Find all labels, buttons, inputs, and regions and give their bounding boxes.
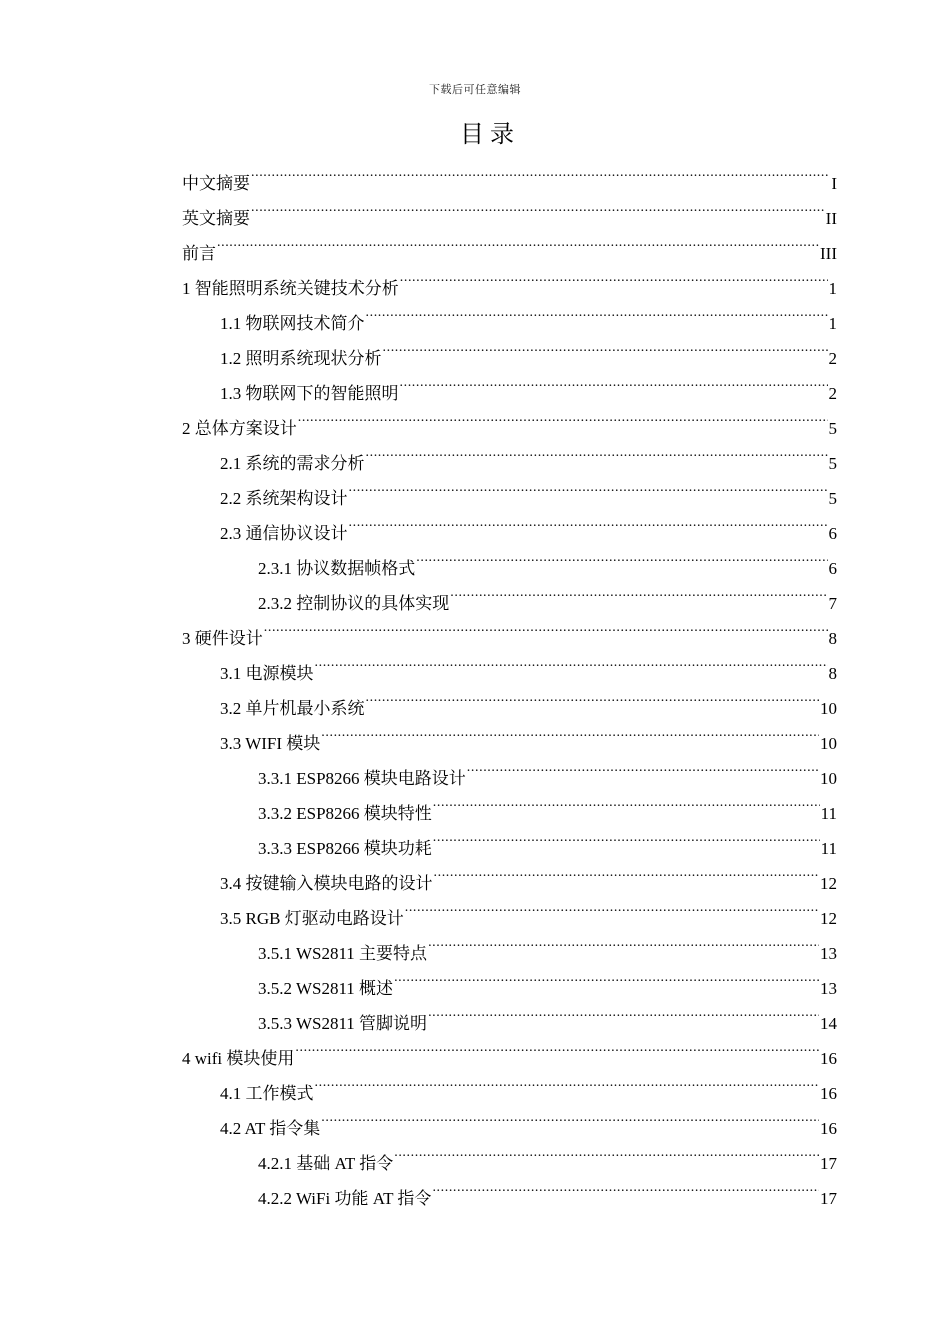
toc-entry-label: 1 智能照明系统关键技术分析: [182, 279, 399, 298]
dot-leader: [433, 784, 820, 819]
toc-entry-label: 3.1 电源模块: [220, 664, 314, 683]
toc-entry-label: 3.5.2 WS2811 概述: [258, 979, 394, 998]
dot-leader: [366, 434, 828, 469]
toc-entry-page-number: III: [820, 244, 837, 263]
header-note: 下载后可任意编辑: [429, 84, 521, 96]
dot-leader: [366, 679, 820, 714]
toc-entry-page-number: I: [831, 174, 837, 193]
toc-entry-page-number: 13: [820, 979, 837, 998]
toc-entry-page-number: 1: [828, 279, 837, 298]
toc-entry-label: 1.2 照明系统现状分析: [220, 349, 382, 368]
toc-entry-label: 前言: [182, 244, 216, 263]
dot-leader: [321, 714, 819, 749]
dot-leader: [366, 294, 828, 329]
toc-entry-page-number: 5: [828, 489, 837, 508]
toc-entry-label: 2.3.2 控制协议的具体实现: [258, 594, 450, 613]
toc-entry-page-number: 14: [820, 1014, 837, 1033]
toc-entry-label: 3.3.2 ESP8266 模块特性: [258, 804, 432, 823]
toc-entry-page-number: 6: [828, 524, 837, 543]
toc-entry-page-number: 5: [828, 419, 837, 438]
toc-entry-page-number: 8: [828, 629, 837, 648]
toc-entry-label: 3.2 单片机最小系统: [220, 699, 365, 718]
dot-leader: [315, 644, 828, 679]
dot-leader: [428, 924, 819, 959]
dot-leader: [400, 364, 828, 399]
dot-leader: [432, 1169, 819, 1204]
toc-entry-page-number: 2: [828, 349, 837, 368]
dot-leader: [433, 819, 820, 854]
dot-leader: [416, 539, 827, 574]
dot-leader: [251, 189, 825, 224]
toc-entry-page-number: 10: [820, 734, 837, 753]
toc-entry-page-number: 10: [820, 769, 837, 788]
toc-entry-label: 4.2.2 WiFi 功能 AT 指令: [258, 1189, 432, 1208]
dot-leader: [264, 609, 828, 644]
toc-entry-label: 3.5 RGB 灯驱动电路设计: [220, 909, 404, 928]
toc-entry-label: 2.3 通信协议设计: [220, 524, 348, 543]
toc-entry-label: 3.5.1 WS2811 主要特点: [258, 944, 428, 963]
dot-leader: [315, 1064, 820, 1099]
toc-entry-page-number: 10: [820, 699, 837, 718]
toc-entry[interactable]: [182, 154, 837, 193]
dot-leader: [467, 749, 819, 784]
toc-entry-label: 中文摘要: [182, 174, 250, 193]
dot-leader: [400, 259, 828, 294]
toc-entry[interactable]: [182, 259, 837, 298]
dot-leader: [349, 504, 828, 539]
toc-entry-page-number: 5: [828, 454, 837, 473]
toc-entry-page-number: 12: [820, 874, 837, 893]
toc-entry-page-number: 16: [820, 1084, 837, 1103]
toc-entry-label: 英文摘要: [182, 209, 250, 228]
toc-entry-page-number: 16: [820, 1119, 837, 1138]
toc-entry-label: 2.1 系统的需求分析: [220, 454, 365, 473]
dot-leader: [394, 1134, 819, 1169]
toc-entry-label: 1.1 物联网技术简介: [220, 314, 365, 333]
toc-entry-label: 2.3.1 协议数据帧格式: [258, 559, 416, 578]
toc-entry-page-number: 17: [820, 1154, 837, 1173]
toc-entry[interactable]: [182, 609, 837, 648]
toc-entry-label: 2 总体方案设计: [182, 419, 297, 438]
dot-leader: [394, 959, 819, 994]
toc-entry-label: 3.4 按键输入模块电路的设计: [220, 874, 433, 893]
toc-entry-label: 1.3 物联网下的智能照明: [220, 384, 399, 403]
toc-entry[interactable]: [182, 189, 837, 228]
dot-leader: [434, 854, 820, 889]
toc-entry-page-number: II: [825, 209, 837, 228]
toc-entry[interactable]: [182, 224, 837, 263]
toc-entry-page-number: 17: [820, 1189, 837, 1208]
dot-leader: [295, 1029, 819, 1064]
toc-entry-label: 4.1 工作模式: [220, 1084, 314, 1103]
toc-entry-page-number: 1: [828, 314, 837, 333]
toc-entry-label: 3.5.3 WS2811 管脚说明: [258, 1014, 428, 1033]
dot-leader: [405, 889, 819, 924]
toc-entry-page-number: 2: [828, 384, 837, 403]
toc-entry-page-number: 16: [820, 1049, 837, 1068]
toc-entry-label: 2.2 系统架构设计: [220, 489, 348, 508]
toc-entry-label: 4.2 AT 指令集: [220, 1119, 321, 1138]
toc-entry-label: 3 硬件设计: [182, 629, 263, 648]
toc-list: [182, 154, 837, 1208]
toc-title: 目录: [460, 120, 520, 148]
toc-entry-page-number: 6: [828, 559, 837, 578]
toc-entry-label: 4.2.1 基础 AT 指令: [258, 1154, 394, 1173]
toc-entry-page-number: 11: [820, 839, 837, 858]
toc-entry[interactable]: [182, 644, 837, 683]
toc-entry-page-number: 7: [828, 594, 837, 613]
toc-entry-page-number: 13: [820, 944, 837, 963]
dot-leader: [450, 574, 827, 609]
toc-entry-page-number: 8: [828, 664, 837, 683]
dot-leader: [298, 399, 828, 434]
toc-entry-label: 3.3 WIFI 模块: [220, 734, 321, 753]
dot-leader: [428, 994, 819, 1029]
dot-leader: [321, 1099, 819, 1134]
toc-entry-label: 3.3.1 ESP8266 模块电路设计: [258, 769, 466, 788]
toc-entry-label: 3.3.3 ESP8266 模块功耗: [258, 839, 432, 858]
dot-leader: [217, 224, 819, 259]
dot-leader: [251, 154, 830, 189]
toc-entry-page-number: 11: [820, 804, 837, 823]
toc-entry-label: 4 wifi 模块使用: [182, 1049, 295, 1068]
dot-leader: [383, 329, 828, 364]
dot-leader: [349, 469, 828, 504]
toc-entry-page-number: 12: [820, 909, 837, 928]
